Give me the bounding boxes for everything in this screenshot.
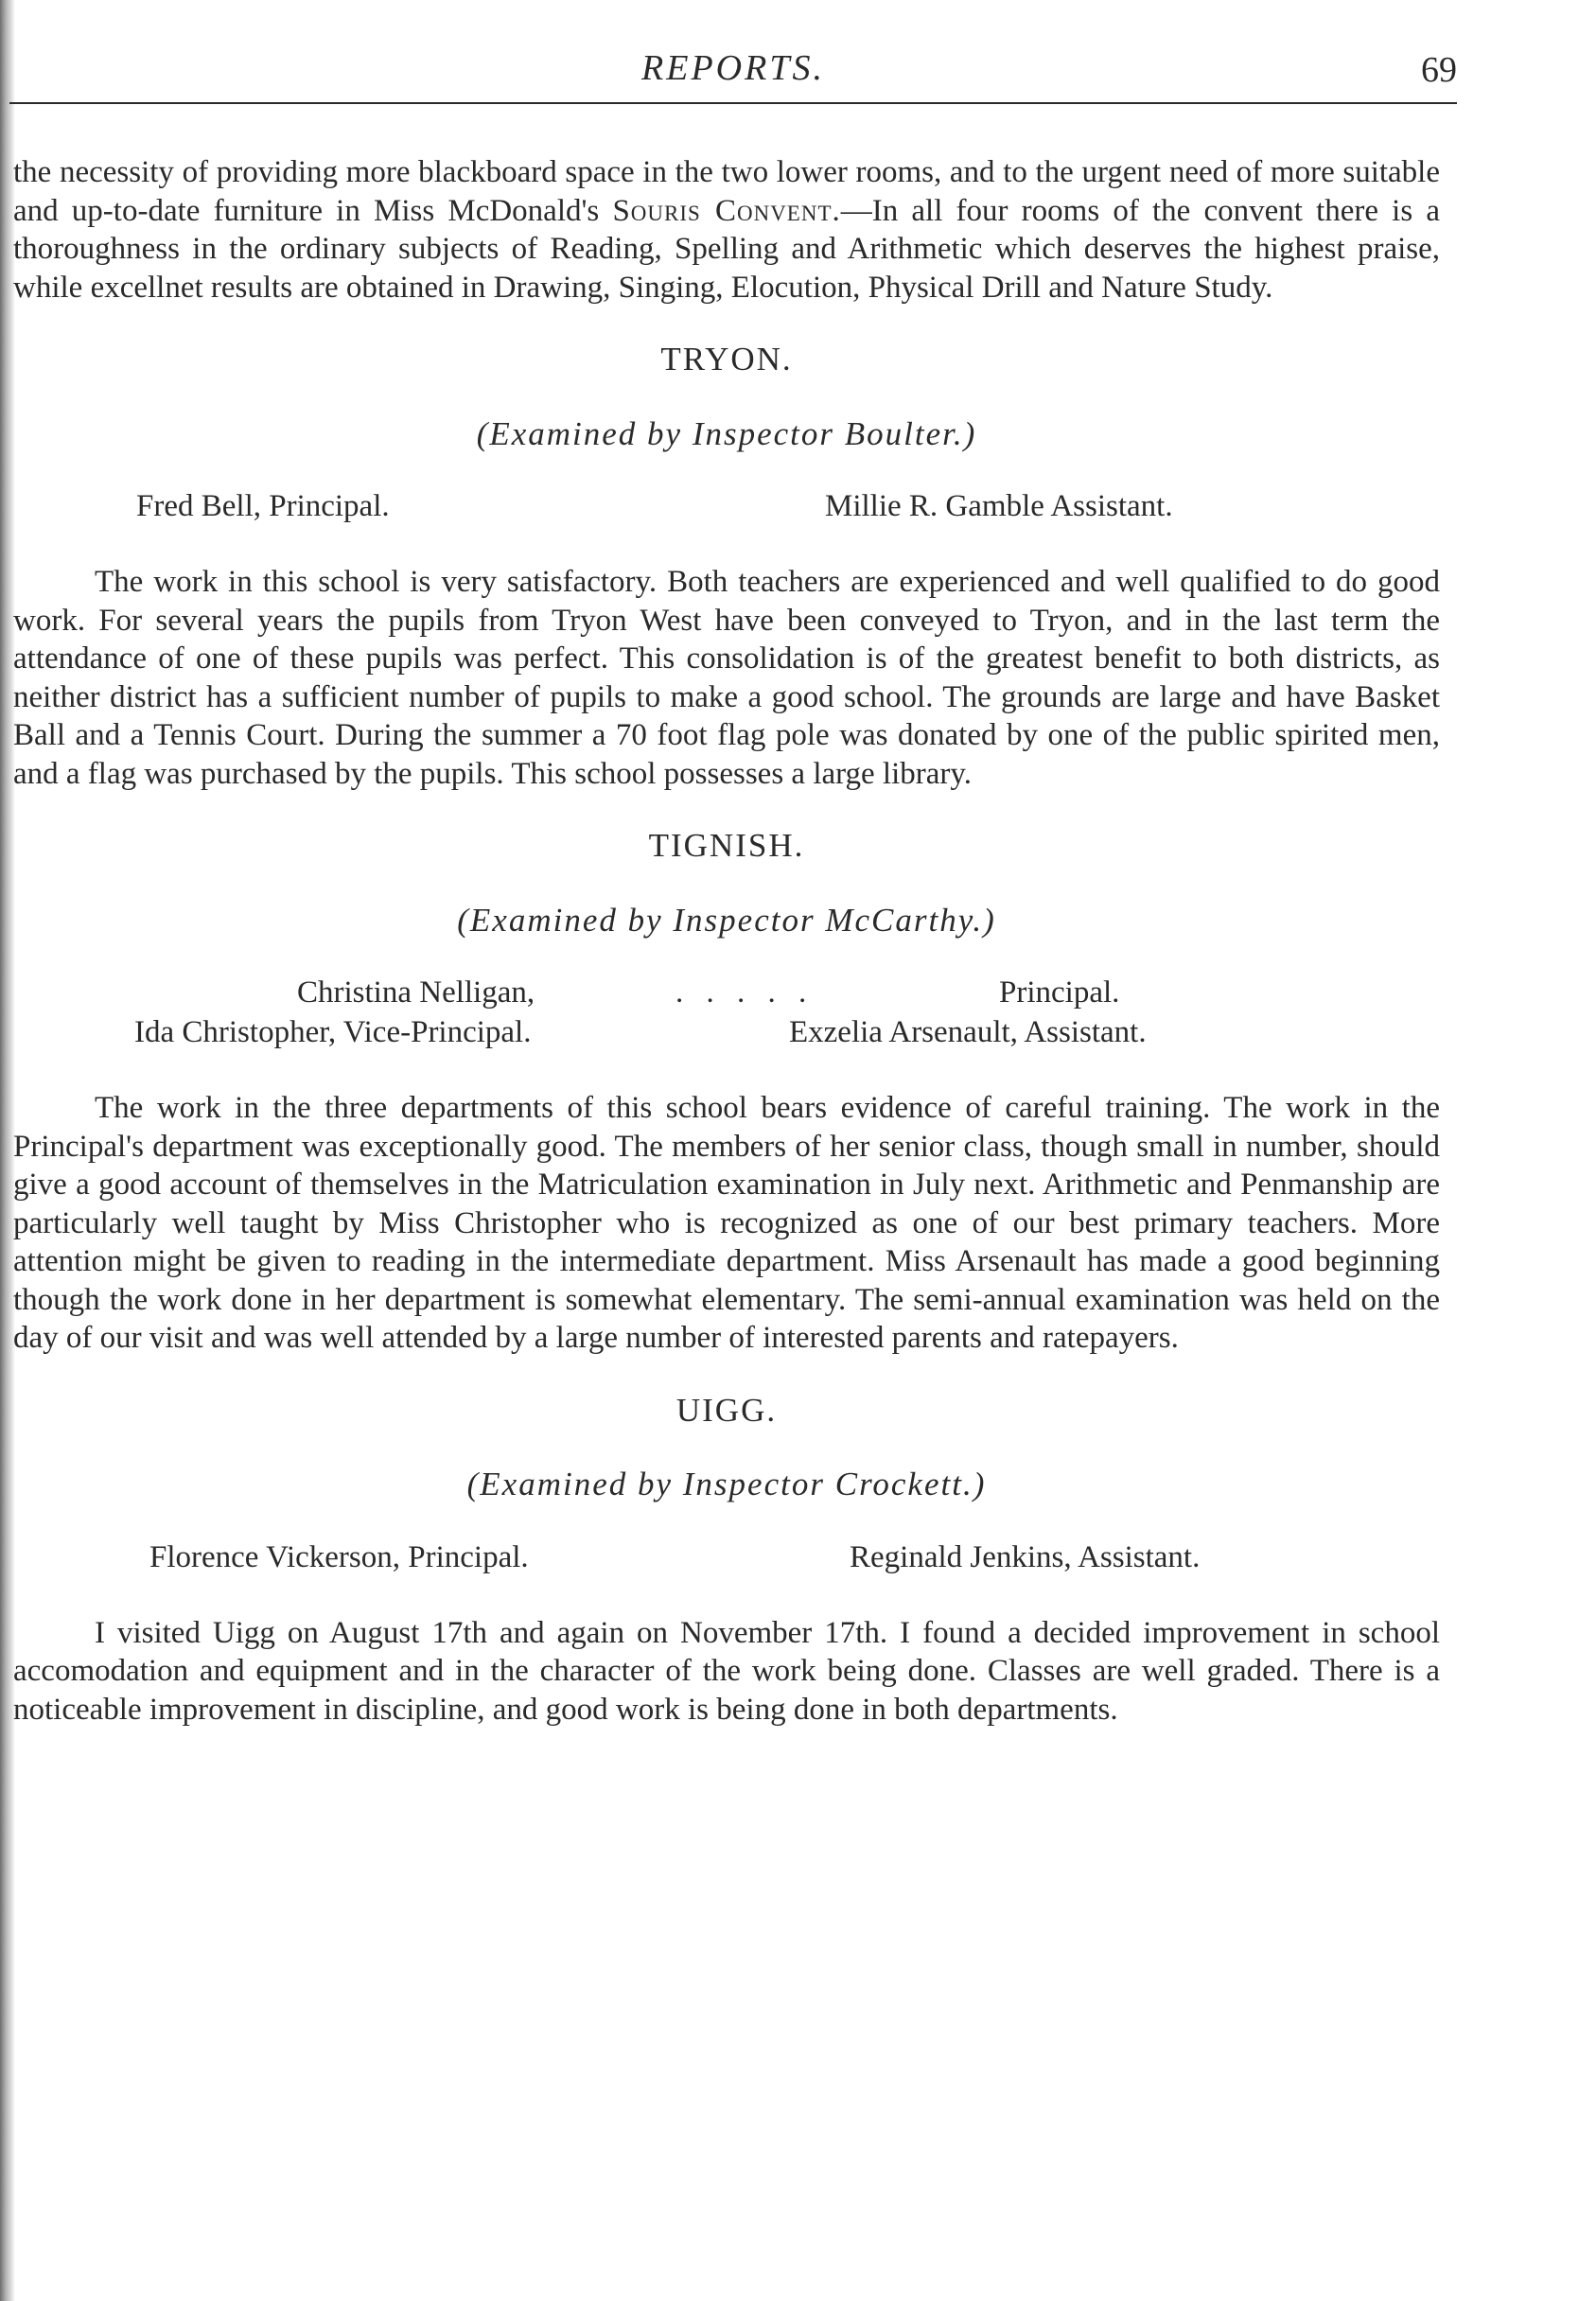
tignish-assistant: Exzelia Arsenault, Assistant. — [789, 1015, 1147, 1049]
tignish-principal-role: Principal. — [999, 975, 1120, 1010]
tryon-staff — [13, 487, 1440, 527]
souris-convent-text: —In all four rooms of the convent there is a thoroughness in the ordinary subjects of Reading, Spelling and Arithmetic which deserves the highest praise, while excellnet results are obtained in Drawing, Singing, Elocution, Physical Drill and Nature Study. — [13, 193, 1440, 305]
tignish-leader-dots: . . . . . — [675, 975, 815, 1010]
uigg-principal: Florence Vickerson, Principal. — [149, 1539, 529, 1574]
uigg-report: I visited Uigg on August 17th and again on November 17th. I found a decided improvement in school accomodation and equipment and in the character of the work being done. Classes are well graded. There is a noticeable improvement in discipline, and good work is being done in both departments. — [13, 1615, 1440, 1727]
header-rule — [9, 102, 1457, 104]
tignish-staff — [13, 974, 1440, 1053]
tryon-report: The work in this school is very satisfactory. Both teachers are experienced and well qualified to do good work. For several years the pupils from Tryon West have been conveyed to Tryon, and in the last term the attendance of one of these pupils was perfect. This consolidation is of the greatest benefit to both districts, as neither district has a sufficient number of pupils to make a good school. The grounds are large and have Basket Ball and a Tennis Court. During the summer a 70 foot flag pole was donated by one of the public spirited men, and a flag was purchased by the pupils. This school possesses a large library. — [13, 565, 1440, 791]
tignish-report: The work in the three departments of this school bears evidence of careful training. The work in the Principal's department was exceptionally good. The members of her senior class, though small in number, should give a good account of themselves in the Matriculation examination in July next. Arithmetic and Penmanship are particularly well taught by Miss Christopher who is recognized as one of our best primary teachers. More attention might be given to reading in the intermediate department. Miss Arsenault has made a good beginning though the work done in her department is somewhat elementary. The semi-annual examination was held on the day of our visit and was well attended by a large number of interested parents and ratepayers. — [13, 1091, 1440, 1355]
page-body — [13, 153, 1440, 1729]
intro-continued-text: the necessity of providing more blackboard space in the two lower rooms, and to the urgent need of more suitable and up-to-date furniture in Miss McDonald's — [13, 155, 1440, 228]
tignish-heading: TIGNISH. — [648, 827, 805, 864]
tryon-examiner: (Examined by Inspector Boulter.) — [476, 414, 977, 452]
souris-convent-label: Souris Convent. — [612, 193, 841, 228]
uigg-examiner: (Examined by Inspector Crockett.) — [466, 1466, 987, 1502]
tignish-examiner: (Examined by Inspector McCarthy.) — [457, 901, 996, 939]
page-number: 69 — [1421, 50, 1457, 90]
tignish-principal-name: Christina Nelligan, — [297, 975, 535, 1010]
uigg-assistant: Reginald Jenkins, Assistant. — [850, 1539, 1201, 1574]
intro-paragraph — [13, 153, 1440, 307]
tignish-staff-row-2 — [13, 1013, 1440, 1053]
uigg-heading: UIGG. — [675, 1391, 778, 1429]
uigg-staff — [13, 1538, 1440, 1578]
running-title: REPORTS. — [641, 48, 825, 88]
tryon-assistant: Millie R. Gamble Assistant. — [825, 489, 1173, 523]
tryon-principal: Fred Bell, Principal. — [136, 489, 390, 523]
tignish-staff-row-1 — [13, 974, 1440, 1013]
tignish-vice-principal: Ida Christopher, Vice-Principal. — [134, 1015, 532, 1049]
running-head — [9, 47, 1457, 104]
tryon-heading: TRYON. — [660, 341, 793, 378]
